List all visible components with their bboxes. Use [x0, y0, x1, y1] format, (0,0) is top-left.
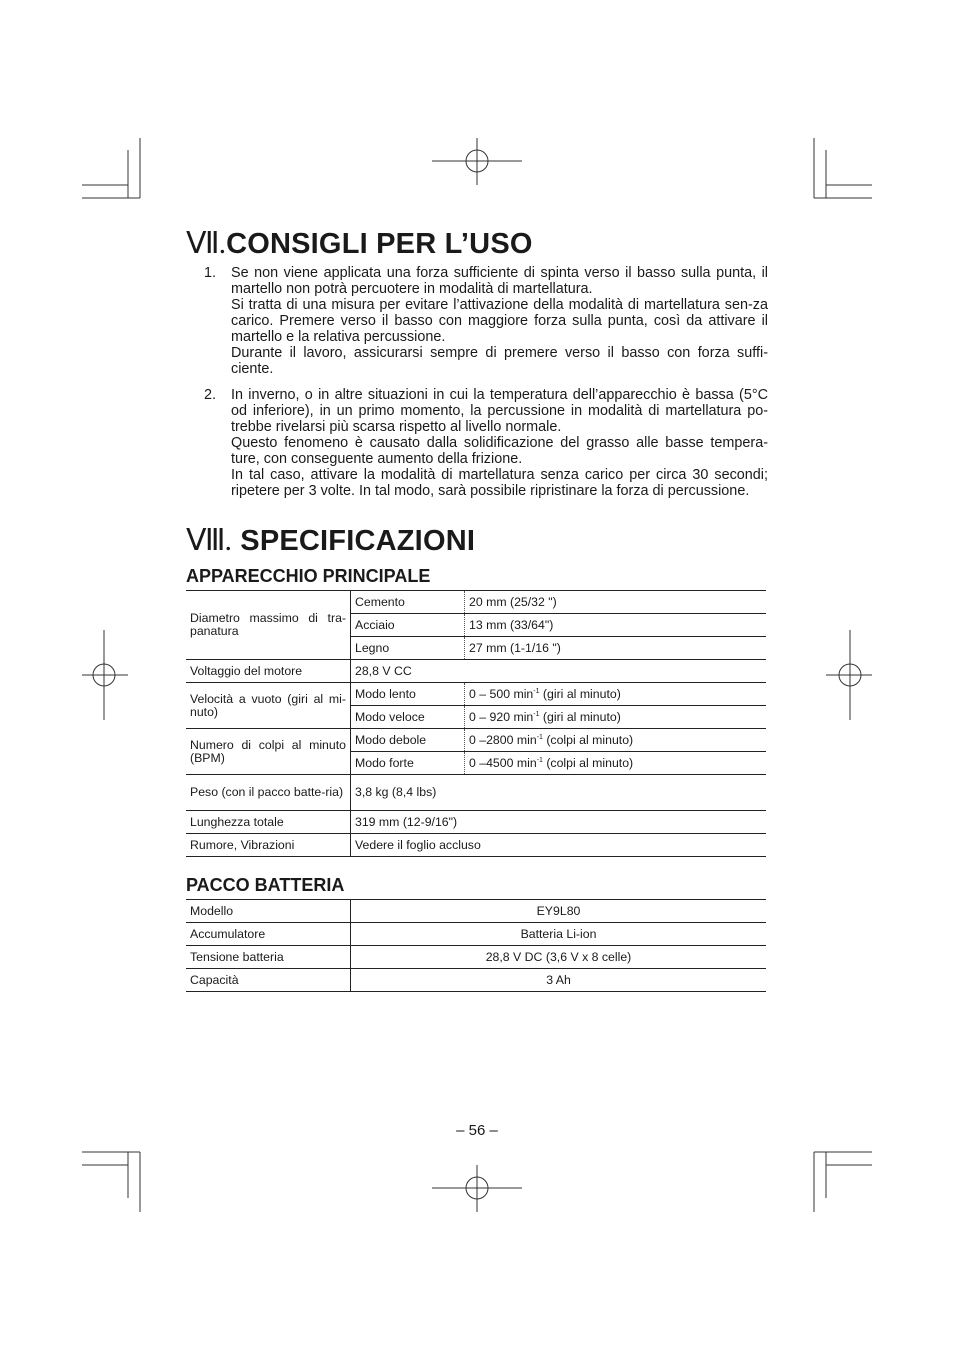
sub-label: Legno: [351, 637, 465, 660]
title-text: CONSIGLI PER L’USO: [226, 228, 533, 260]
section-title-usage: [186, 226, 768, 262]
section-usage-tips: [186, 226, 768, 499]
row-label: Voltaggio del motore: [186, 660, 351, 683]
title-text: SPECIFICAZIONI: [240, 525, 476, 557]
main-unit-table: [186, 590, 766, 857]
row-label: Diametro massimo di tra-panatura: [186, 591, 351, 660]
value-text: 0 –2800 min: [469, 732, 537, 747]
table-row: [186, 923, 766, 946]
page-number: – 56 –: [456, 1122, 498, 1139]
value-unit: (giri al minuto): [539, 686, 621, 701]
table-row: [186, 660, 766, 683]
roman-numeral: Ⅶ.: [186, 227, 226, 260]
row-label: Tensione batteria: [186, 946, 351, 969]
value-text: 0 – 500 min: [469, 686, 534, 701]
table-row: [186, 729, 766, 752]
cell-value: [465, 706, 767, 729]
table-row: [186, 683, 766, 706]
tip-item: [186, 265, 768, 377]
superscript: -1: [536, 733, 543, 741]
superscript: -1: [533, 710, 540, 718]
sub-label: Modo lento: [351, 683, 465, 706]
battery-table: [186, 899, 766, 992]
sub-label: Modo veloce: [351, 706, 465, 729]
table-row: [186, 811, 766, 834]
main-unit-heading: APPARECCHIO PRINCIPALE: [186, 566, 431, 586]
tip-item: [186, 387, 768, 499]
cell-value: Vedere il foglio accluso: [351, 834, 767, 857]
row-label: Lunghezza totale: [186, 811, 351, 834]
tip-paragraph: In inverno, o in altre situazioni in cui la temperatura dell’apparecchio è bassa (5°C od inferiore), in un primo momento, la percussione in modalità di martellatura po-trebbe rivelarsi più scarsa rispetto al livello normale.: [231, 387, 768, 435]
sub-label: Acciaio: [351, 614, 465, 637]
tip-paragraph: Questo fenomeno è causato dalla solidificazione del grasso alle basse tempera-ture, con conseguente aumento della frizione.: [231, 435, 768, 467]
table-row: [186, 591, 766, 614]
cell-value: EY9L80: [351, 900, 767, 923]
row-label: Velocità a vuoto (giri al mi-nuto): [186, 683, 351, 729]
value-unit: (colpi al minuto): [542, 732, 634, 747]
tip-paragraph: In tal caso, attivare la modalità di martellatura senza carico per circa 30 secondi; ripetere per 3 volte. In tal modo, sarà possibile ripristinare la forza di percussione.: [231, 467, 768, 499]
cell-value: 3,8 kg (8,4 lbs): [351, 775, 767, 811]
table-row: [186, 775, 766, 811]
row-label: Capacità: [186, 969, 351, 992]
cell-value: 3 Ah: [351, 969, 767, 992]
table-row: [186, 900, 766, 923]
cell-value: 28,8 V CC: [351, 660, 767, 683]
superscript: -1: [536, 756, 543, 764]
cell-value: [465, 752, 767, 775]
cell-value: 13 mm (33/64"): [465, 614, 767, 637]
roman-numeral: Ⅷ.: [186, 524, 232, 557]
row-label: Numero di colpi al minuto (BPM): [186, 729, 351, 775]
tip-paragraph: Se non viene applicata una forza sufficiente di spinta verso il basso sulla punta, il martello non potrà percuotere in modalità di martellatura.: [231, 265, 768, 297]
value-unit: (colpi al minuto): [542, 755, 634, 770]
cell-value: 28,8 V DC (3,6 V x 8 celle): [351, 946, 767, 969]
tips-list: [186, 265, 768, 499]
superscript: -1: [533, 687, 540, 695]
tip-number: 1.: [204, 265, 217, 281]
sub-label: Modo debole: [351, 729, 465, 752]
cell-value: [465, 729, 767, 752]
value-text: 0 –4500 min: [469, 755, 537, 770]
table-row: [186, 834, 766, 857]
value-text: 0 – 920 min: [469, 709, 534, 724]
sub-label: Modo forte: [351, 752, 465, 775]
cell-value: 27 mm (1-1/16 "): [465, 637, 767, 660]
tip-paragraph: Si tratta di una misura per evitare l’attivazione della modalità di martellatura sen-za carico. Premere verso il basso con maggiore forza sulla punta, così da attivare il martello e la relativa percussione.: [231, 297, 768, 345]
cell-value: 20 mm (25/32 "): [465, 591, 767, 614]
row-label: Accumulatore: [186, 923, 351, 946]
section-title-specs: [186, 523, 768, 559]
cell-value: 319 mm (12-9/16"): [351, 811, 767, 834]
row-label: Rumore, Vibrazioni: [186, 834, 351, 857]
tip-number: 2.: [204, 387, 217, 403]
table-row: [186, 969, 766, 992]
row-label: Modello: [186, 900, 351, 923]
value-unit: (giri al minuto): [539, 709, 621, 724]
section-specifications: [186, 523, 768, 992]
cell-value: [465, 683, 767, 706]
table-row: [186, 946, 766, 969]
cell-value: Batteria Li-ion: [351, 923, 767, 946]
battery-heading: PACCO BATTERIA: [186, 875, 345, 895]
sub-label: Cemento: [351, 591, 465, 614]
row-label: Peso (con il pacco batte-ria): [186, 775, 351, 811]
tip-paragraph: Durante il lavoro, assicurarsi sempre di premere verso il basso con forza suffi-ciente.: [231, 345, 768, 377]
